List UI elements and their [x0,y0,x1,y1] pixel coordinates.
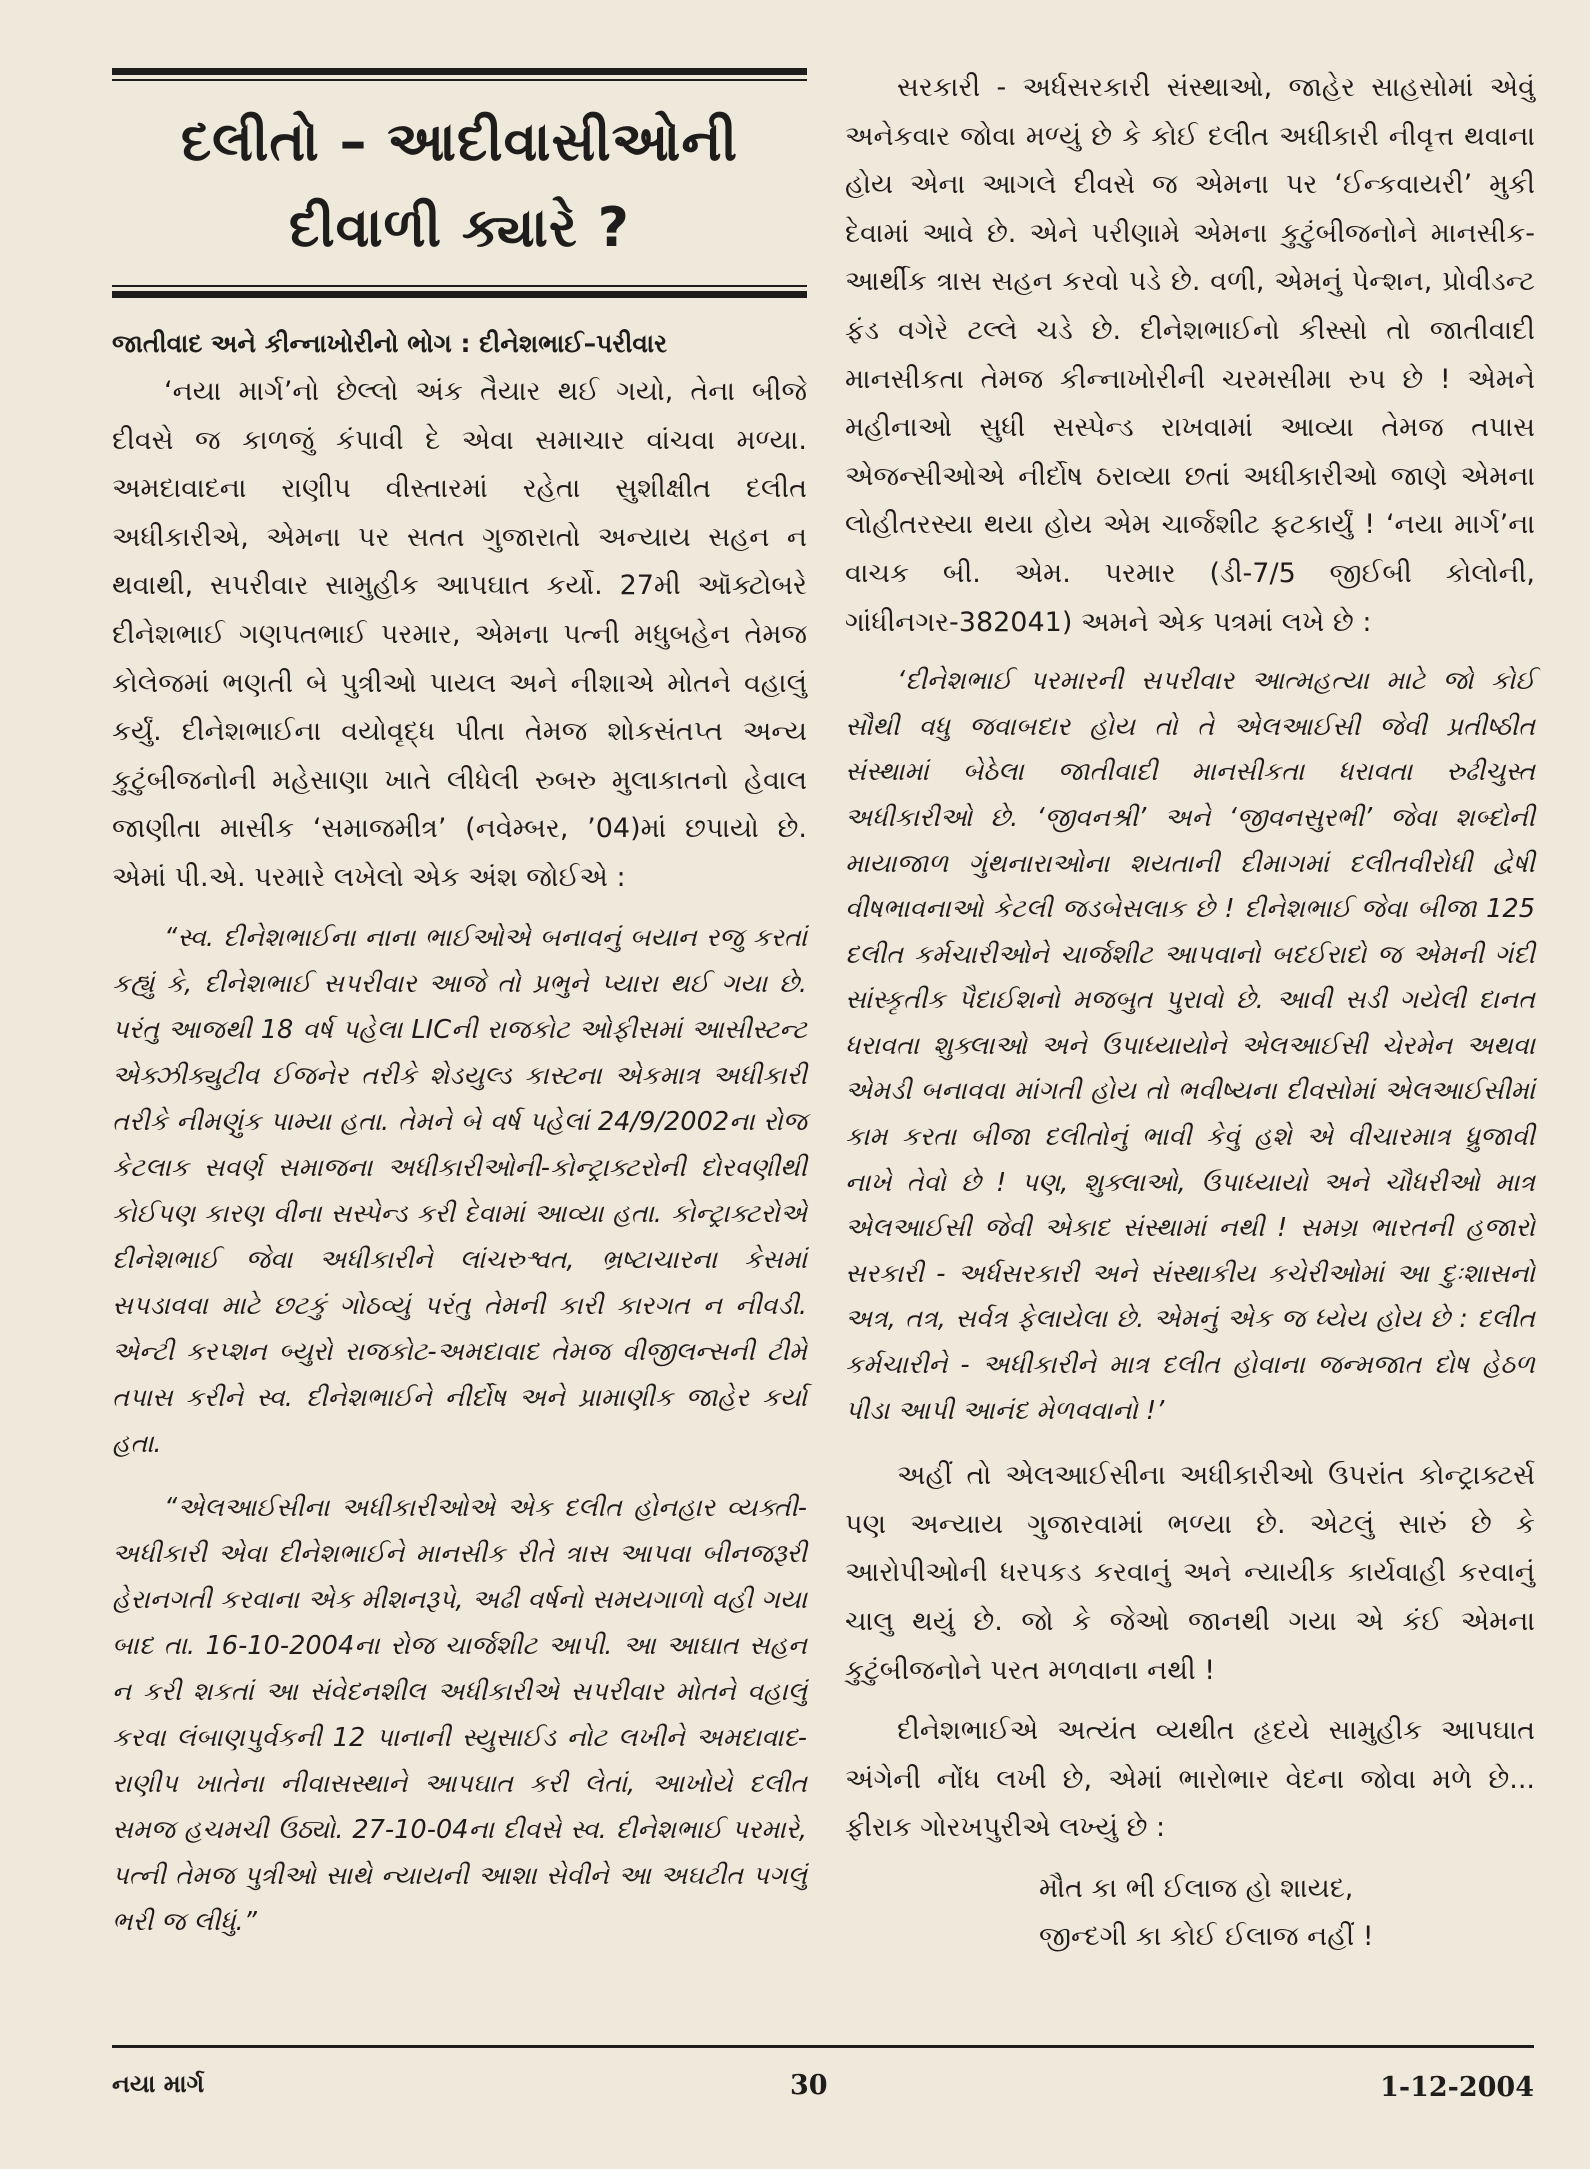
footer-rule [112,2045,1534,2048]
article-title [112,99,807,271]
left-paragraph-1: ‘નયા માર્ગ’નો છેલ્લો અંક તૈયાર થઈ ગયો, તેના બીજે દીવસે જ કાળજું કંપાવી દે એવા સમાચાર વાંચવા મળ્યા. અમદાવાદના રાણીપ વીસ્તારમાં રહેતા સુશીક્ષીત દલીત અધીકારીએ, એમના પર સતત ગુજારાતો અન્યાય સહન ન થવાથી, સપરીવાર સામુહીક આપઘાત કર્યો. 27મી ઑક્ટોબરે દીનેશભાઈ ગણપતભાઈ પરમાર, એમના પત્ની મધુબહેન તેમજ કોલેજમાં ભણતી બે પુત્રીઓ પાયલ અને નીશાએ મોતને વહાલું કર્યું. દીનેશભાઈના વયોવૃદ્ધ પીતા તેમજ શોકસંતપ્ત અન્ય કુટુંબીજનોની મહેસાણા ખાતે લીધેલી રુબરુ મુલાકાતનો હેવાલ જાણીતા માસીક ‘સમાજમીત્ર’ (નવેમ્બર, ’04)માં છપાયો છે. એમાં પી.એ. પરમારે લખેલો એક અંશ જોઈએ : [112,376,807,893]
left-quote-1: “સ્વ. દીનેશભાઈના નાના ભાઈઓએ બનાવનું બયાન રજુ કરતાં કહ્યું કે, દીનેશભાઈ સપરીવાર આજે તો પ્રભુને પ્યારા થઈ ગયા છે. પરંતુ આજથી 18 વર્ષ પહેલા LICની રાજકોટ ઓફીસમાં આસીસ્ટન્ટ એક્ઝીક્યુટીવ ઈજનેર તરીકે શેડયુલ્ડ કાસ્ટના એકમાત્ર અધીકારી તરીકે નીમણુંક પામ્યા હતા. તેમને બે વર્ષ પહેલાં 24/9/2002ના રોજ કેટલાક સવર્ણ સમાજના અધીકારીઓની-કોન્ટ્રાક્ટરોની દોરવણીથી કોઈપણ કારણ વીના સસ્પેન્ડ કરી દેવામાં આવ્યા હતા. કોન્ટ્રાક્ટરોએ દીનેશભાઈ જેવા અધીકારીને લાંચરુશ્વત, ભ્રષ્ટાચારના કેસમાં સપડાવવા માટે છટકું ગોઠવ્યું પરંતુ તેમની કારી કારગત ન નીવડી. એન્ટી કરપ્શન બ્યુરો રાજકોટ-અમદાવાદ તેમજ વીજીલન્સની ટીમે તપાસ કરીને સ્વ. દીનેશભાઈને નીર્દોષ અને પ્રામાણીક જાહેર કર્યા હતા. [112,922,807,1459]
right-quote-1: ‘દીનેશભાઈ પરમારની સપરીવાર આત્મહત્યા માટે જો કોઈ સૌથી વધુ જવાબદાર હોય તો તે એલઆઈસી જેવી પ્રતીષ્ઠીત સંસ્થામાં બેઠેલા જાતીવાદી માનસીકતા ધરાવતા રુઢીચુસ્ત અધીકારીઓ છે. ‘જીવનશ્રી’ અને ‘જીવનસુરભી’ જેવા શબ્દોની માયાજાળ ગુંથનારાઓના શયતાની દીમાગમાં દલીતવીરોધી દ્વેષી વીષભાવનાઓ કેટલી જડબેસલાક છે ! દીનેશભાઈ જેવા બીજા 125 દલીત કર્મચારીઓને ચાર્જશીટ આપવાનો બદઈરાદો જ એમની ગંદી સાંસ્કૃતીક પૈદાઈશનો મજબુત પુરાવો છે. આવી સડી ગયેલી દાનત ધરાવતા શુક્લાઓ અને ઉપાધ્યાયોને એલઆઈસી ચેરમેન અથવા એમડી બનાવવા માંગતી હોય તો ભવીષ્યના દીવસોમાં એલઆઈસીમાં કામ કરતા બીજા દલીતોનું ભાવી કેવું હશે એ વીચારમાત્ર ધ્રુજાવી નાખે તેવો છે ! પણ, શુક્લાઓ, ઉપાધ્યાયો અને ચૌધરીઓ માત્ર એલઆઈસી જેવી એકાદ સંસ્થામાં નથી ! સમગ્ર ભારતની હજારો સરકારી - અર્ધસરકારી અને સંસ્થાકીય કચેરીઓમાં આ દુઃશાસનો અત્ર, તત્ર, સર્વત્ર ફેલાયેલા છે. એમનું એક જ ધ્યેય હોય છે : દલીત કર્મચારીને - અધીકારીને માત્ર દલીત હોવાના જન્મજાત દોષ હેઠળ પીડા આપી આનંદ મેળવવાનો !’ [845,666,1535,1426]
right-paragraph-2: અહીં તો એલઆઈસીના અધીકારીઓ ઉપરાંત કોન્ટ્રાક્ટર્સ પણ અન્યાય ગુજારવામાં ભળ્યા છે. એટલું સારું છે કે આરોપીઓની ધરપકડ કરવાનું અને ન્યાયીક કાર્યવાહી કરવાનું ચાલુ થયું છે. જો કે જેઓ જાનથી ગયા એ કંઈ એમના કુટુંબીજનોને પરત મળવાના નથી ! [845,1460,1535,1686]
title-rule-bottom-thick [112,291,807,298]
footer-page-number: 30 [790,2070,828,2101]
right-paragraph-3: દીનેશભાઈએ અત્યંત વ્યથીત હૃદયે સામુહીક આપઘાત અંગેની નોંધ લખી છે, એમાં ભારોભાર વેદના જોવા મળે છે... ફીરાક ગોરખપુરીએ લખ્યું છે : [845,1715,1535,1844]
right-column [845,64,1535,1961]
title-line-2: દીવાળી ક્યારે ? [289,196,630,259]
footer-date: 1-12-2004 [1380,2072,1534,2103]
title-rule-top-thick [112,68,807,75]
verse [955,1865,1535,1961]
left-column [112,64,807,1963]
title-rule-top-thin [112,79,807,81]
right-paragraph-1: સરકારી - અર્ધસરકારી સંસ્થાઓ, જાહેર સાહસોમાં એવું અનેકવાર જોવા મળ્યું છે કે કોઈ દલીત અધીકારી નીવૃત્ત થવાના હોય એના આગલે દીવસે જ એમના પર ‘ઈન્કવાયરી’ મુકી દેવામાં આવે છે. એને પરીણામે એમના કુટુંબીજનોને માનસીક-આર્થીક ત્રાસ સહન કરવો પડે છે. વળી, એમનું પેન્શન, પ્રોવીડન્ટ ફંડ વગેરે ટલ્લે ચડે છે. દીનેશભાઈનો કીસ્સો તો જાતીવાદી માનસીકતા તેમજ કીન્નાખોરીની ચરમસીમા રુપ છે ! એમને મહીનાઓ સુધી સસ્પેન્ડ રાખવામાં આવ્યા તેમજ તપાસ એજન્સીઓએ નીર્દોષ ઠરાવ્યા છતાં અધીકારીઓ જાણે એમના લોહીતરસ્યા થયા હોય એમ ચાર્જશીટ ફટકાર્યું ! ‘નયા માર્ગ’ના વાચક બી. એમ. પરમાર (ડી-7/5 જીઈબી કોલોની, ગાંધીનગર-382041) અમને એક પત્રમાં લખે છે : [845,72,1535,638]
footer-publication: નયા માર્ગ [112,2070,205,2098]
verse-line-2: જીન્દગી કા કોઈ ઈલાજ નહીં ! [1039,1920,1374,1952]
title-rule-bottom-thin [112,285,807,287]
verse-line-1: મૌત કા ભી ઈલાજ હો શાયદ, [1039,1872,1354,1904]
title-line-1: દલીતો – આદીવાસીઓની [180,110,739,173]
article-subheading: જાતીવાદ અને કીન્નાખોરીનો ભોગ : દીનેશભાઈ–પરીવાર [112,329,668,358]
left-quote-2: “એલઆઈસીના અધીકારીઓએ એક દલીત હોનહાર વ્યક્તી-અધીકારી એવા દીનેશભાઈને માનસીક રીતે ત્રાસ આપવા બીનજરૂરી હેરાનગતી કરવાના એક મીશનરૂપે, અઢી વર્ષનો સમયગાળો વહી ગયા બાદ તા. 16-10-2004ના રોજ ચાર્જશીટ આપી. આ આઘાત સહન ન કરી શકતાં આ સંવેદનશીલ અધીકારીએ સપરીવાર મોતને વહાલું કરવા લંબાણપુર્વકની 12 પાનાની સ્યુસાઈડ નોટ લખીને અમદાવાદ-રાણીપ ખાતેના નીવાસસ્થાને આપઘાત કરી લેતાં, આખોયે દલીત સમજ હચમચી ઉઠ્યો. 27-10-04ના દીવસે સ્વ. દીનેશભાઈ પરમારે, પત્ની તેમજ પુત્રીઓ સાથે ન્યાયની આશા સેવીને આ અઘટીત પગલું ભરી જ લીધું.” [112,1492,807,1937]
